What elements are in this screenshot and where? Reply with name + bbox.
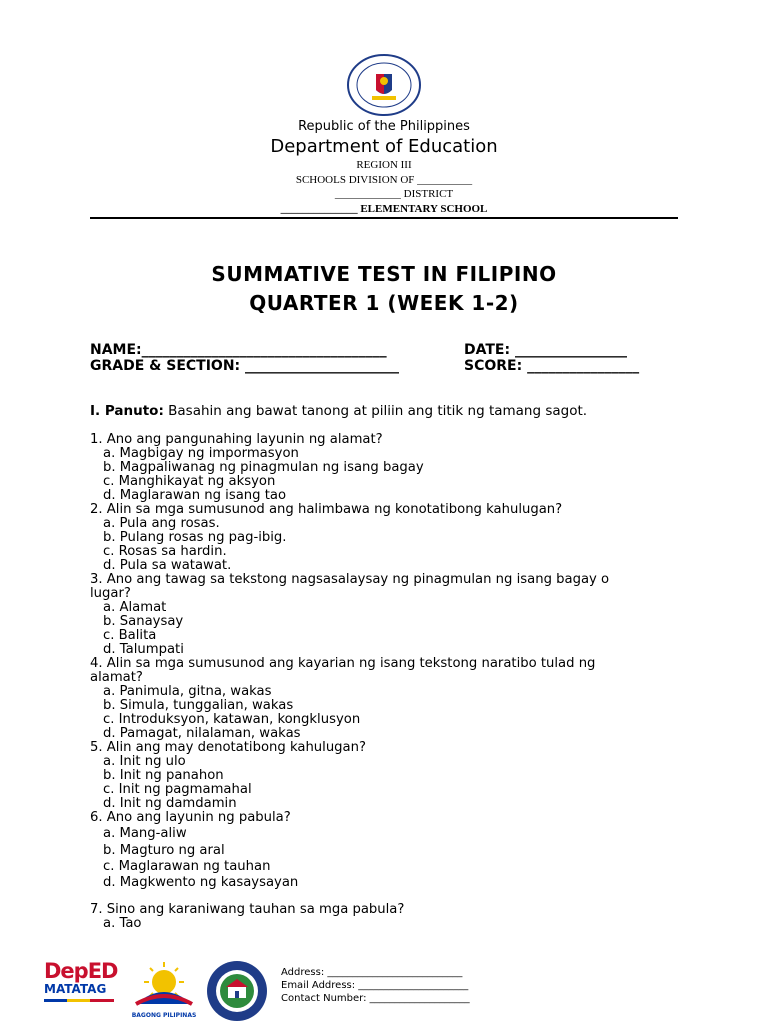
question-4: 4. Alin sa mga sumusunod ang kayarian ng isang tekstong naratibo tulad ng [90,656,596,671]
score-field: SCORE: ________________ [464,358,640,374]
option: d. Talumpati [103,642,184,657]
option: d. Maglarawan ng isang tao [103,488,287,503]
page-title: SUMMATIVE TEST IN FILIPINO [211,262,557,286]
bagong-pilipinas-icon [128,958,200,1008]
grade-section-field: GRADE & SECTION: ______________________ [90,358,400,374]
option: c. Init ng pagmamahal [103,782,252,797]
name-field: NAME:___________________________________ [90,342,387,358]
option: c. Introduksyon, katawan, kongklusyon [103,712,361,727]
footer-contact: Contact Number: ____________________ [281,993,470,1004]
footer-email: Email Address: ______________________ [281,980,469,991]
option: d. Pula sa watawat. [103,558,232,573]
instructions-label: I. Panuto: [90,403,164,419]
question-3-continued: lugar? [90,586,131,601]
deped-matatag-logo [44,960,116,1016]
option: a. Magbigay ng impormasyon [103,446,299,461]
matatag-logo-text: MATATAG [44,982,107,996]
question-3: 3. Ano ang tawag sa tekstong nagsasalaysay ng pinagmulan ng isang bagay o [90,572,610,587]
deped-logo-text: DepED [44,959,118,983]
region-label: REGION III [356,159,412,171]
question-2: 2. Alin sa mga sumusunod ang halimbawa ng konotatibong kahulugan? [90,502,563,517]
option: c. Balita [103,628,157,643]
option: c. Maglarawan ng tauhan [103,859,271,874]
option: c. Manghikayat ng aksyon [103,474,276,489]
question-7: 7. Sino ang karaniwang tauhan sa mga pabula? [90,902,405,917]
question-6: 6. Ano ang layunin ng pabula? [90,810,291,825]
bagong-pilipinas-text: BAGONG PILIPINAS [131,1012,197,1019]
division-label: SCHOOLS DIVISION OF __________ [295,174,473,186]
option: b. Magpaliwanag ng pinagmulan ng isang bagay [103,460,424,475]
department-label: Department of Education [270,136,498,157]
option: d. Magkwento ng kasaysayan [103,875,299,890]
date-field: DATE: ________________ [464,342,627,358]
header-divider [90,217,678,219]
option: b. Init ng panahon [103,768,224,783]
option: a. Alamat [103,600,167,615]
option: a. Pula ang rosas. [103,516,220,531]
district-label: ____________ DISTRICT [334,188,454,200]
school-label: ______________ ELEMENTARY SCHOOL [280,203,488,215]
school-seal-icon [206,960,268,1022]
footer-address: Address: ___________________________ [281,967,463,978]
instructions [90,403,587,419]
option: b. Pulang rosas ng pag-ibig. [103,530,287,545]
option: b. Simula, tunggalian, wakas [103,698,294,713]
republic-label: Republic of the Philippines [298,119,470,134]
option: b. Sanaysay [103,614,184,629]
page-subtitle: QUARTER 1 (WEEK 1-2) [249,291,519,315]
bagong-pilipinas-logo [128,958,200,1018]
question-5: 5. Alin ang may denotatibong kahulugan? [90,740,366,755]
option: d. Init ng damdamin [103,796,237,811]
option: a. Panimula, gitna, wakas [103,684,272,699]
option: b. Magturo ng aral [103,843,225,858]
instructions-text: Basahin ang bawat tanong at piliin ang titik ng tamang sagot. [168,403,588,419]
option: a. Tao [103,916,142,931]
option: a. Init ng ulo [103,754,186,769]
question-1: 1. Ano ang pangunahing layunin ng alamat? [90,432,383,447]
option: d. Pamagat, nilalaman, wakas [103,726,301,741]
option: c. Rosas sa hardin. [103,544,227,559]
deped-seal-icon [346,54,422,116]
question-4-continued: alamat? [90,670,143,685]
option: a. Mang-aliw [103,826,187,841]
